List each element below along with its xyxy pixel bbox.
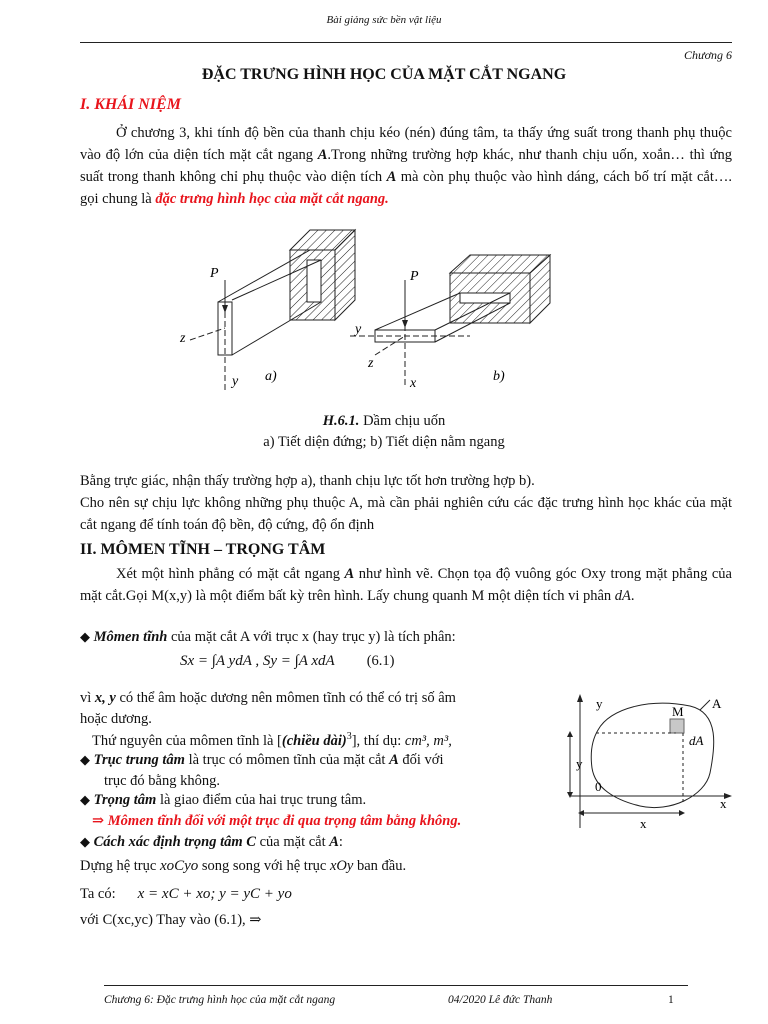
chapter-tag: Chương 6: [684, 48, 732, 62]
axes-line: [80, 858, 406, 875]
term: (chiều dài): [281, 732, 347, 749]
symbol-A: A: [386, 169, 397, 185]
y-axis-arrow: [577, 694, 583, 702]
arrow-head: [567, 792, 573, 798]
header-rule: [80, 42, 732, 43]
diamond-bullet-icon: ◆: [80, 834, 90, 849]
figure-subcaption: a) Tiết diện đứng; b) Tiết diện nằm ngang: [263, 434, 505, 450]
coordinate-transform-formula: x = xC + xo; y = yC + yo: [137, 886, 292, 902]
text-run: Xét một hình phẳng có mặt cắt ngang: [116, 566, 345, 582]
label-z: z: [368, 356, 374, 371]
section-1-paragraph: [80, 122, 732, 210]
substitute-line: với C(xc,yc) Thay vào (6.1), ⇒: [80, 912, 262, 928]
beam-bending-figure: [170, 225, 560, 410]
arrow-head: [578, 810, 584, 816]
observation-paragraph: Cho nên sự chịu lực không những phụ thuộc A, mà cần phải nghiên cứu các đặc trưng hình học khác của mặt cắt ngang để tính toán độ bền, độ cứng, độ ổn định: [80, 495, 732, 533]
arrow-head: [402, 320, 408, 328]
text-run: song song với hệ trục: [198, 858, 330, 874]
label-origin: 0: [595, 779, 602, 794]
label-y-axis: y: [596, 696, 603, 711]
wall-support-b: [450, 255, 550, 323]
footer-rule: [104, 985, 688, 986]
highlight-term: đặc trưng hình học của mặt cắt ngang.: [155, 191, 389, 207]
page-title: ĐẶC TRƯNG HÌNH HỌC CỦA MẶT CẮT NGANG: [201, 66, 567, 83]
text-run: mà còn phụ thuộc vào hình dáng, cách bố trí mặt cắt…. gọi chung là: [80, 169, 732, 207]
text-run: ban đầu.: [353, 858, 407, 874]
exponent: 3: [346, 731, 352, 742]
cross-section-figure: [540, 688, 740, 838]
text-run: .: [630, 588, 635, 604]
text-run: Ta có:: [80, 886, 116, 902]
label-x: x: [410, 376, 417, 391]
section-outline: [591, 703, 714, 807]
sign-line: [80, 690, 456, 707]
A-leader: [700, 700, 710, 710]
caption-number: H.6.1.: [322, 413, 360, 429]
label-z: z: [180, 331, 186, 346]
caption-title: Dầm chịu uốn: [359, 413, 446, 429]
bullet-central-axis-line2: trục đó bằng không.: [104, 773, 220, 789]
label-dA: dA: [689, 733, 704, 748]
symbol-A: A: [329, 834, 339, 850]
section-2-paragraph: [80, 563, 732, 607]
text-run: đối với: [398, 752, 444, 768]
diamond-bullet-icon: ◆: [80, 752, 90, 767]
text-run: là trục có mômen tĩnh của mặt cắt: [184, 752, 390, 768]
diamond-bullet-icon: ◆: [80, 792, 90, 807]
dimension-line: [92, 731, 452, 750]
term: Trọng tâm: [93, 792, 157, 808]
footer-date-author: 04/2020 Lê đức Thanh: [448, 994, 553, 1006]
text-run: Thứ nguyên của mômen tĩnh là [: [92, 732, 282, 749]
text-run: của mặt cắt: [255, 834, 330, 850]
arrow-head: [679, 810, 685, 816]
figure-caption: [0, 413, 768, 430]
term: Cách xác định trọng tâm C: [93, 834, 256, 850]
term: x, y: [94, 690, 116, 706]
label-b: b): [493, 369, 505, 384]
equation-number: (6.1): [366, 653, 395, 669]
taco-line: [80, 886, 292, 903]
text-run: Dựng hệ trục: [80, 858, 160, 874]
differential-area: [670, 719, 684, 733]
text-run: :: [338, 834, 343, 850]
axes-symbol: xoCyo: [159, 858, 199, 874]
formula-6-1: [180, 652, 394, 670]
label-a: a): [265, 369, 277, 384]
section-1-heading: I. KHÁI NIỆM: [80, 96, 181, 113]
symbol-dA: dA: [614, 588, 631, 604]
symbol-A: A: [317, 147, 328, 163]
text-run: có thể âm hoặc dương nên mômen tĩnh có thể có trị số âm: [115, 690, 456, 706]
text-run: .Trong những trường hợp khác, như thanh chịu uốn, xoắn… thì ứng suất trong thanh không chỉ phụ thuộc vào diện tích: [80, 147, 732, 185]
text-run: Ở chương 3, khi tính độ bền của thanh chịu kéo (nén) đúng tâm, ta thấy ứng suất trong thanh phụ thuộc vào độ lớn của diện tích mặt cắt ngang: [80, 125, 732, 163]
bullet-centroid: [80, 792, 366, 809]
observation-line: Bằng trực giác, nhận thấy trường hợp a), thanh chịu lực tốt hơn trường hợp b).: [80, 473, 535, 489]
label-x-dimension: x: [640, 816, 647, 831]
label-M: M: [672, 704, 684, 719]
label-P: P: [210, 266, 219, 281]
bullet-central-axis: [80, 752, 444, 769]
bullet-static-moment: [80, 629, 456, 646]
running-header: Bài giảng sức bền vật liệu: [326, 14, 442, 26]
symbol-A: A: [389, 752, 399, 768]
sign-line-2: hoặc dương.: [80, 711, 152, 727]
text-run: là giao điểm của hai trục trung tâm.: [156, 792, 367, 808]
static-moment-formula: Sx = ∫A ydA , Sy = ∫A xdA: [180, 653, 335, 669]
label-y: y: [355, 322, 362, 337]
arrow-head: [567, 731, 573, 737]
label-P: P: [410, 269, 419, 284]
text-run: như hình vẽ. Chọn tọa độ vuông góc Oxy trong mặt phẳng của mặt cắt.Gọi M(x,y) là một điểm bất kỳ trên hình. Lấy chung quanh M một diện tích vi phân: [80, 566, 732, 604]
section-2-heading: II. MÔMEN TĨNH – TRỌNG TÂM: [80, 541, 326, 558]
footer-chapter: Chương 6: Đặc trưng hình học của mặt cắt ngang: [104, 994, 336, 1006]
diamond-bullet-icon: ◆: [80, 629, 90, 644]
wall-support-a: [290, 230, 355, 320]
text-run: của mặt cắt A với trục x (hay trục y) là tích phân:: [167, 629, 456, 645]
term: Mômen tĩnh: [93, 629, 168, 645]
term: Trục trung tâm: [93, 752, 185, 768]
text-run: ], thí dụ:: [351, 732, 405, 749]
symbol-A: A: [344, 566, 355, 582]
units: cm³, m³,: [404, 732, 452, 749]
label-A: A: [712, 696, 722, 711]
text-run: vì: [80, 690, 95, 706]
bullet-find-centroid: [80, 834, 343, 851]
label-x-axis: x: [720, 796, 727, 811]
page-number: 1: [668, 994, 674, 1006]
label-y: y: [232, 374, 239, 389]
conclusion-line: ⇒ Mômen tĩnh đối với một trục đi qua trọng tâm bằng không.: [92, 813, 462, 829]
axes-symbol: xOy: [329, 858, 354, 874]
label-y-dimension: y: [576, 756, 583, 771]
